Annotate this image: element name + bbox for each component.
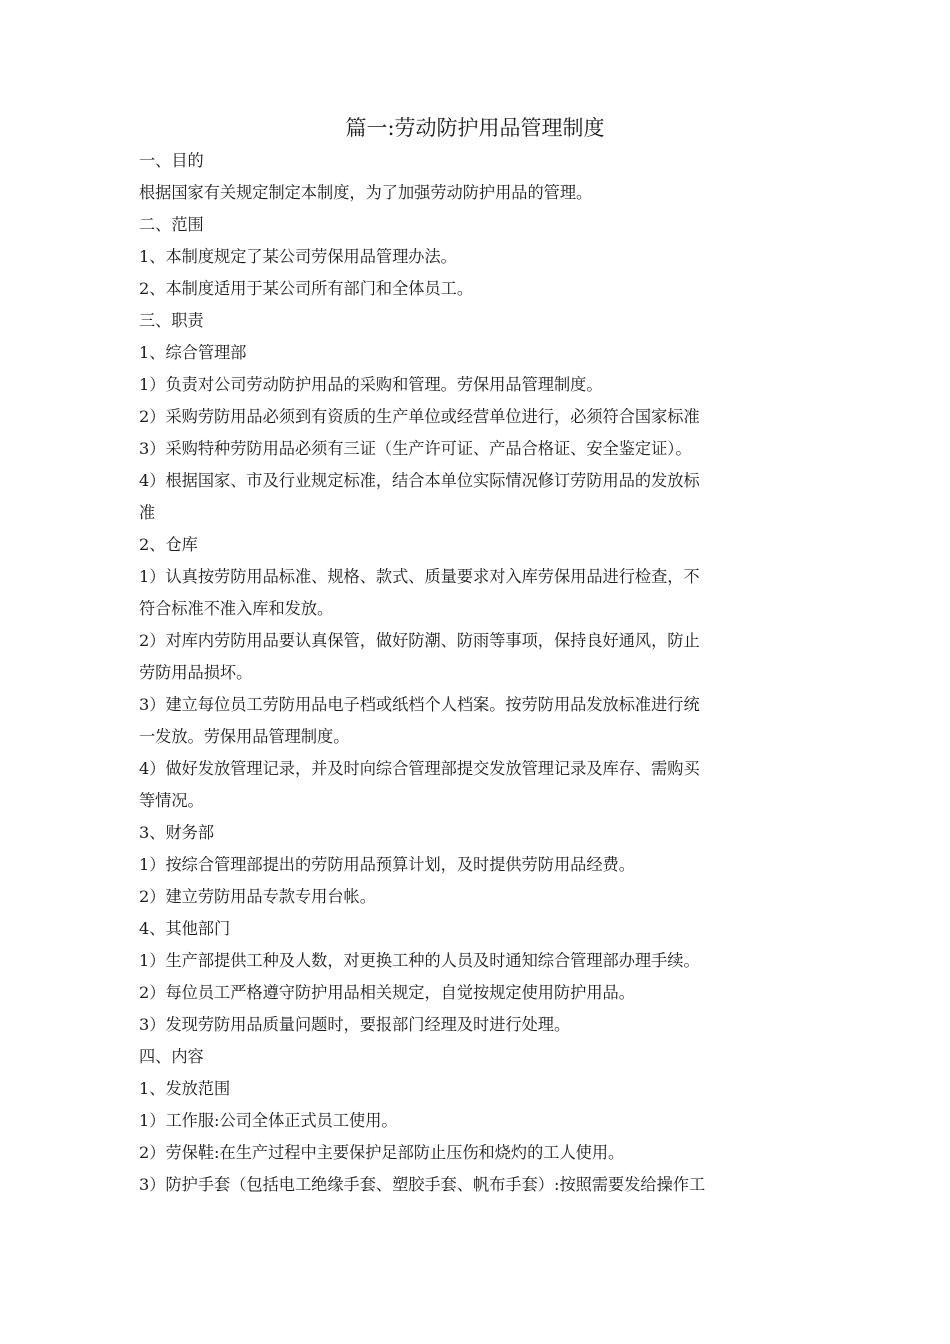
text-line: 1）负责对公司劳动防护用品的采购和管理。劳保用品管理制度。 bbox=[139, 375, 603, 394]
text-line: 2、本制度适用于某公司所有部门和全体员工。 bbox=[139, 279, 474, 298]
document-body bbox=[139, 145, 814, 1201]
text-line: 2）每位员工严格遵守防护用品相关规定，自觉按规定使用防护用品。 bbox=[139, 983, 635, 1002]
text-line: 一、目的 bbox=[139, 151, 204, 170]
text-line: 等情况。 bbox=[139, 791, 204, 810]
text-line: 4）根据国家、市及行业规定标准，结合本单位实际情况修订劳防用品的发放标 bbox=[139, 471, 700, 490]
text-line: 1）生产部提供工种及人数，对更换工种的人员及时通知综合管理部办理手续。 bbox=[139, 951, 700, 970]
text-line: 1、发放范围 bbox=[139, 1079, 231, 1098]
text-line: 4）做好发放管理记录，并及时向综合管理部提交发放管理记录及库存、需购买 bbox=[139, 759, 700, 778]
text-line: 2）建立劳防用品专款专用台帐。 bbox=[139, 887, 376, 906]
text-line: 3）防护手套（包括电工绝缘手套、塑胶手套、帆布手套）:按照需要发给操作工 bbox=[139, 1175, 706, 1194]
text-line: 1）工作服:公司全体正式员工使用。 bbox=[139, 1111, 398, 1130]
text-line: 3）发现劳防用品质量问题时，要报部门经理及时进行处理。 bbox=[139, 1015, 571, 1034]
text-line: 1、本制度规定了某公司劳保用品管理办法。 bbox=[139, 247, 457, 266]
text-line: 2、仓库 bbox=[139, 535, 198, 554]
text-line: 2）采购劳防用品必须到有资质的生产单位或经营单位进行，必须符合国家标准 bbox=[139, 407, 700, 426]
text-line: 劳防用品损坏。 bbox=[139, 663, 253, 682]
text-line: 四、内容 bbox=[139, 1047, 204, 1066]
text-line: 3）采购特种劳防用品必须有三证（生产许可证、产品合格证、安全鉴定证）。 bbox=[139, 439, 692, 458]
text-line: 根据国家有关规定制定本制度，为了加强劳动防护用品的管理。 bbox=[139, 183, 593, 202]
text-line: 3、财务部 bbox=[139, 823, 215, 842]
text-line: 一发放。劳保用品管理制度。 bbox=[139, 727, 350, 746]
text-line: 1、综合管理部 bbox=[139, 343, 247, 362]
text-line: 符合标准不准入库和发放。 bbox=[139, 599, 334, 618]
text-line: 3）建立每位员工劳防用品电子档或纸档个人档案。按劳防用品发放标准进行统 bbox=[139, 695, 700, 714]
text-line: 1）认真按劳防用品标准、规格、款式、质量要求对入库劳保用品进行检查，不 bbox=[139, 567, 700, 586]
text-line: 4、其他部门 bbox=[139, 919, 231, 938]
text-line: 三、职责 bbox=[139, 311, 204, 330]
text-line: 二、范围 bbox=[139, 215, 204, 234]
text-line: 2）劳保鞋:在生产过程中主要保护足部防止压伤和烧灼的工人使用。 bbox=[139, 1143, 625, 1162]
text-line: 准 bbox=[139, 503, 156, 522]
document-title: 篇一:劳动防护用品管理制度 bbox=[345, 116, 605, 140]
text-line: 1）按综合管理部提出的劳防用品预算计划，及时提供劳防用品经费。 bbox=[139, 855, 635, 874]
text-line: 2）对库内劳防用品要认真保管，做好防潮、防雨等事项，保持良好通风，防止 bbox=[139, 631, 700, 650]
